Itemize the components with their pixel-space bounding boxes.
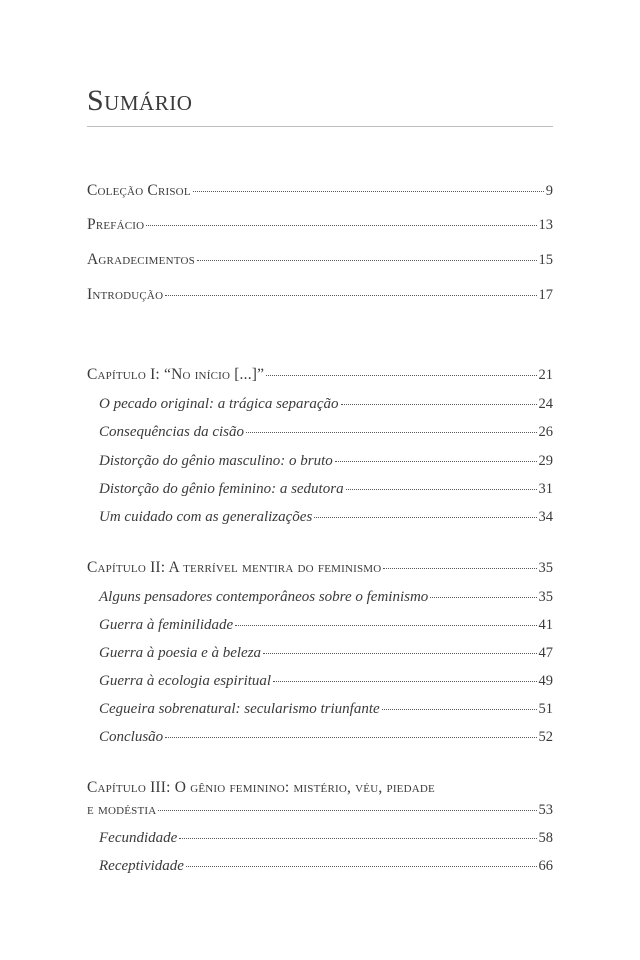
toc-chapter-label: Capítulo I: “No início [...]”: [87, 366, 265, 383]
toc-section[interactable]: [99, 451, 553, 471]
toc-entry-agradecimentos[interactable]: [87, 250, 553, 270]
dot-leader: [146, 221, 536, 226]
dot-leader: [341, 400, 537, 405]
dot-leader: [179, 834, 536, 839]
dot-leader: [235, 621, 536, 626]
toc-section-label: Distorção do gênio masculino: o bruto: [99, 453, 333, 469]
toc-chapter-3-line1[interactable]: Capítulo III: O gênio feminino: mistério, véu, piedade: [87, 779, 435, 796]
toc-entry-page: 49: [538, 673, 553, 689]
toc-section-label: Conclusão: [99, 729, 164, 745]
dot-leader: [335, 457, 537, 462]
toc-entry-page: 24: [538, 396, 553, 412]
toc-section-label: Consequências da cisão: [99, 424, 244, 440]
toc-section[interactable]: [99, 671, 553, 691]
dot-leader: [346, 485, 537, 490]
toc-entry-page: 47: [538, 645, 553, 661]
toc-entry-page: 35: [538, 560, 553, 576]
toc-section[interactable]: [99, 394, 553, 414]
toc-section-label: Receptividade: [99, 858, 184, 874]
toc-entry-page: 31: [538, 481, 553, 497]
toc-entry-page: 13: [538, 217, 553, 233]
toc-entry-page: 17: [538, 287, 553, 303]
toc-section-label: Guerra à ecologia espiritual: [99, 673, 272, 689]
dot-leader: [193, 187, 544, 192]
toc-section[interactable]: [99, 727, 553, 747]
dot-leader: [430, 593, 536, 598]
toc-section[interactable]: [99, 615, 553, 635]
toc-section-label: O pecado original: a trágica separação: [99, 396, 339, 412]
toc-chapter-label: e modéstia: [87, 801, 157, 818]
toc-section-label: Alguns pensadores contemporâneos sobre o feminismo: [99, 589, 429, 605]
dot-leader: [266, 371, 536, 376]
toc-page: [87, 0, 553, 960]
toc-chapter-2[interactable]: [87, 558, 553, 578]
toc-section-label: Guerra à poesia e à beleza: [99, 645, 262, 661]
dot-leader: [165, 291, 536, 296]
toc-entry-page: 41: [538, 617, 553, 633]
toc-entry-label: Prefácio: [87, 216, 145, 233]
toc-entry-prefacio[interactable]: [87, 215, 553, 235]
toc-section-label: Cegueira sobrenatural: secularismo triunfante: [99, 701, 380, 717]
dot-leader: [383, 564, 536, 569]
toc-entry-page: 9: [545, 183, 553, 199]
toc-section[interactable]: [99, 587, 553, 607]
dot-leader: [382, 705, 537, 710]
dot-leader: [186, 862, 537, 867]
toc-section-label: Um cuidado com as generalizações: [99, 509, 313, 525]
toc-entry-page: 29: [538, 453, 553, 469]
toc-entry-label: Introdução: [87, 286, 164, 303]
page-title: Sumário: [87, 84, 193, 117]
toc-section[interactable]: [99, 699, 553, 719]
toc-entry-label: Agradecimentos: [87, 251, 195, 268]
dot-leader: [273, 677, 536, 682]
toc-chapter-1[interactable]: [87, 365, 553, 385]
toc-entry-page: 34: [538, 509, 553, 525]
toc-entry-page: 51: [538, 701, 553, 717]
toc-section-label: Fecundidade: [99, 830, 178, 846]
dot-leader: [197, 256, 537, 261]
dot-leader: [263, 649, 536, 654]
toc-section-label: Guerra à feminilidade: [99, 617, 234, 633]
toc-entry-page: 26: [538, 424, 553, 440]
toc-section[interactable]: [99, 422, 553, 442]
dot-leader: [314, 513, 536, 518]
toc-entry-page: 21: [538, 367, 553, 383]
toc-entry-page: 15: [538, 252, 553, 268]
toc-section[interactable]: [99, 479, 553, 499]
toc-entry-introducao[interactable]: [87, 285, 553, 305]
toc-chapter-label: Capítulo II: A terrível mentira do feminismo: [87, 559, 382, 576]
toc-entry-page: 35: [538, 589, 553, 605]
toc-entry-page: 58: [538, 830, 553, 846]
dot-leader: [165, 733, 536, 738]
dot-leader: [246, 428, 537, 433]
toc-entry-label: Coleção Crisol: [87, 182, 191, 199]
toc-section[interactable]: [99, 828, 553, 848]
toc-entry-page: 66: [538, 858, 553, 874]
dot-leader: [158, 806, 536, 811]
toc-section-label: Distorção do gênio feminino: a sedutora: [99, 481, 344, 497]
toc-entry-colecao-crisol[interactable]: [87, 181, 553, 201]
toc-section[interactable]: [99, 856, 553, 876]
toc-entry-page: 53: [538, 802, 553, 818]
toc-section[interactable]: [99, 643, 553, 663]
toc-entry-page: 52: [538, 729, 553, 745]
toc-chapter-3[interactable]: [87, 800, 553, 820]
toc-section[interactable]: [99, 507, 553, 527]
title-divider: [87, 126, 553, 127]
